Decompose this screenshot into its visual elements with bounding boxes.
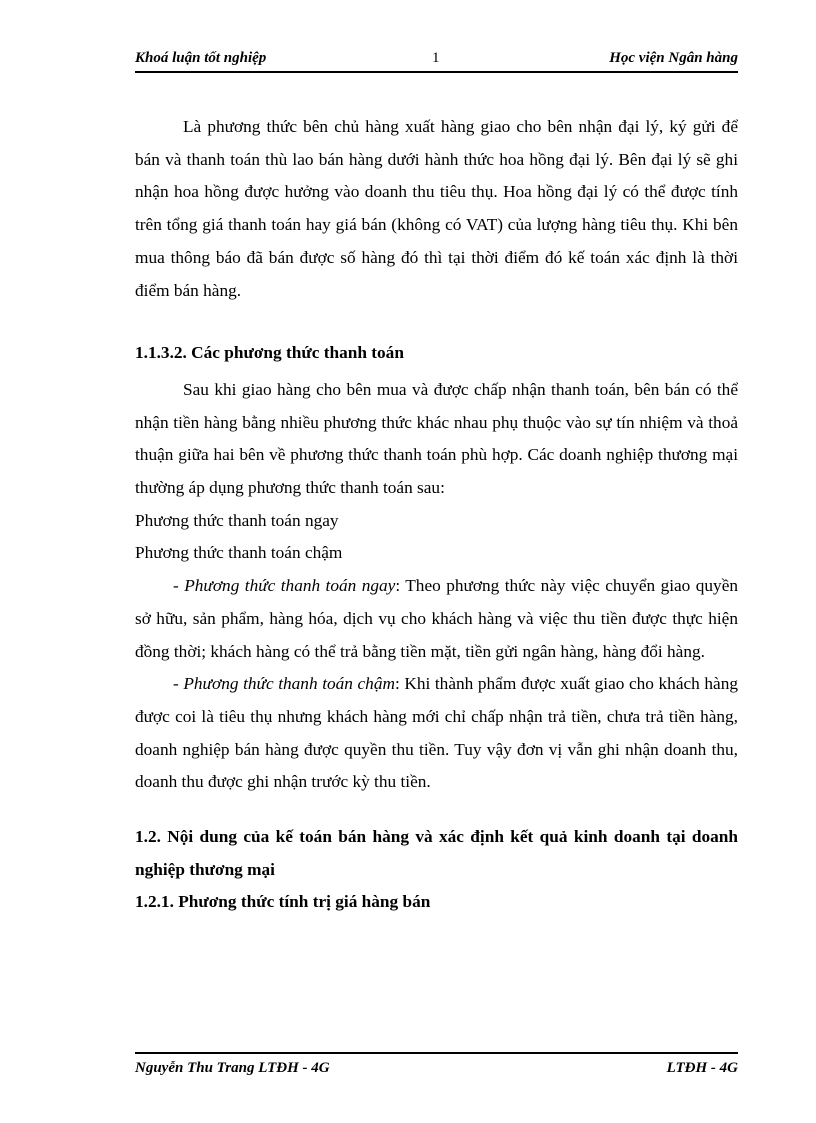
footer-author: Nguyễn Thu Trang LTĐH - 4G <box>135 1060 330 1076</box>
page-body <box>135 111 738 919</box>
heading-1-2: 1.2. Nội dung của kế toán bán hàng và xác định kết quả kinh doanh tại doanh nghiệp thương mại <box>135 827 738 879</box>
paragraph-payment-intro: Sau khi giao hàng cho bên mua và được chấp nhận thanh toán, bên bán có thể nhận tiền hàng bằng nhiều phương thức khác nhau phụ thuộc vào sự tín nhiệm và thoả thuận giữa hai bên về phương thức thanh toán phù hợp. Các doanh nghiệp thương mại thường áp dụng phương thức thanh toán sau: <box>135 379 738 498</box>
heading-1-2-1: 1.2.1. Phương thức tính trị giá hàng bán <box>135 892 431 912</box>
heading-1-1-3-2: 1.1.3.2. Các phương thức thanh toán <box>135 343 404 363</box>
page-footer <box>135 1052 738 1080</box>
header-page-number: 1 <box>432 50 440 66</box>
paragraph-pay-later: - Phương thức thanh toán chậm: Khi thành phẩm được xuất giao cho khách hàng được coi là tiêu thụ nhưng khách hàng mới chỉ chấp nhận trả tiền, chưa trả tiền hàng, doanh nghiệp bán hàng được quyền thu tiền. Tuy vậy đơn vị vẫn ghi nhận doanh thu, doanh thu được ghi nhận trước kỳ thu tiền. <box>135 674 738 792</box>
page-header <box>135 47 738 73</box>
footer-class: LTĐH - 4G <box>666 1060 738 1076</box>
paragraph-pay-now: - Phương thức thanh toán ngay: Theo phương thức này việc chuyển giao quyền sở hữu, sản phẩm, hàng hóa, dịch vụ cho khách hàng và việc thu tiền được thực hiện đồng thời; khách hàng có thể trả bằng tiền mặt, tiền gửi ngân hàng, hàng đổi hàng. <box>135 576 739 661</box>
list-item-pay-later: Phương thức thanh toán chậm <box>135 543 343 563</box>
list-item-pay-now: Phương thức thanh toán ngay <box>135 510 339 530</box>
header-institution: Học viện Ngân hàng <box>609 50 738 66</box>
term-pay-later: Phương thức thanh toán chậm <box>183 674 395 694</box>
header-thesis-label: Khoá luận tốt nghiệp <box>135 50 267 66</box>
paragraph-agency-method: Là phương thức bên chủ hàng xuất hàng giao cho bên nhận đại lý, ký gửi để bán và thanh toán thù lao bán hàng dưới hành thức hoa hồng đại lý. Bên đại lý sẽ ghi nhận hoa hồng được hưởng vào doanh thu tiêu thụ. Hoa hồng đại lý có thể được tính trên tổng giá thanh toán hay giá bán (không có VAT) của lượng hàng tiêu thụ. Khi bên mua thông báo đã bán được số hàng đó thì tại thời điểm đó kế toán xác định là thời điểm bán hàng. <box>135 117 738 300</box>
term-pay-now: Phương thức thanh toán ngay <box>184 576 396 596</box>
